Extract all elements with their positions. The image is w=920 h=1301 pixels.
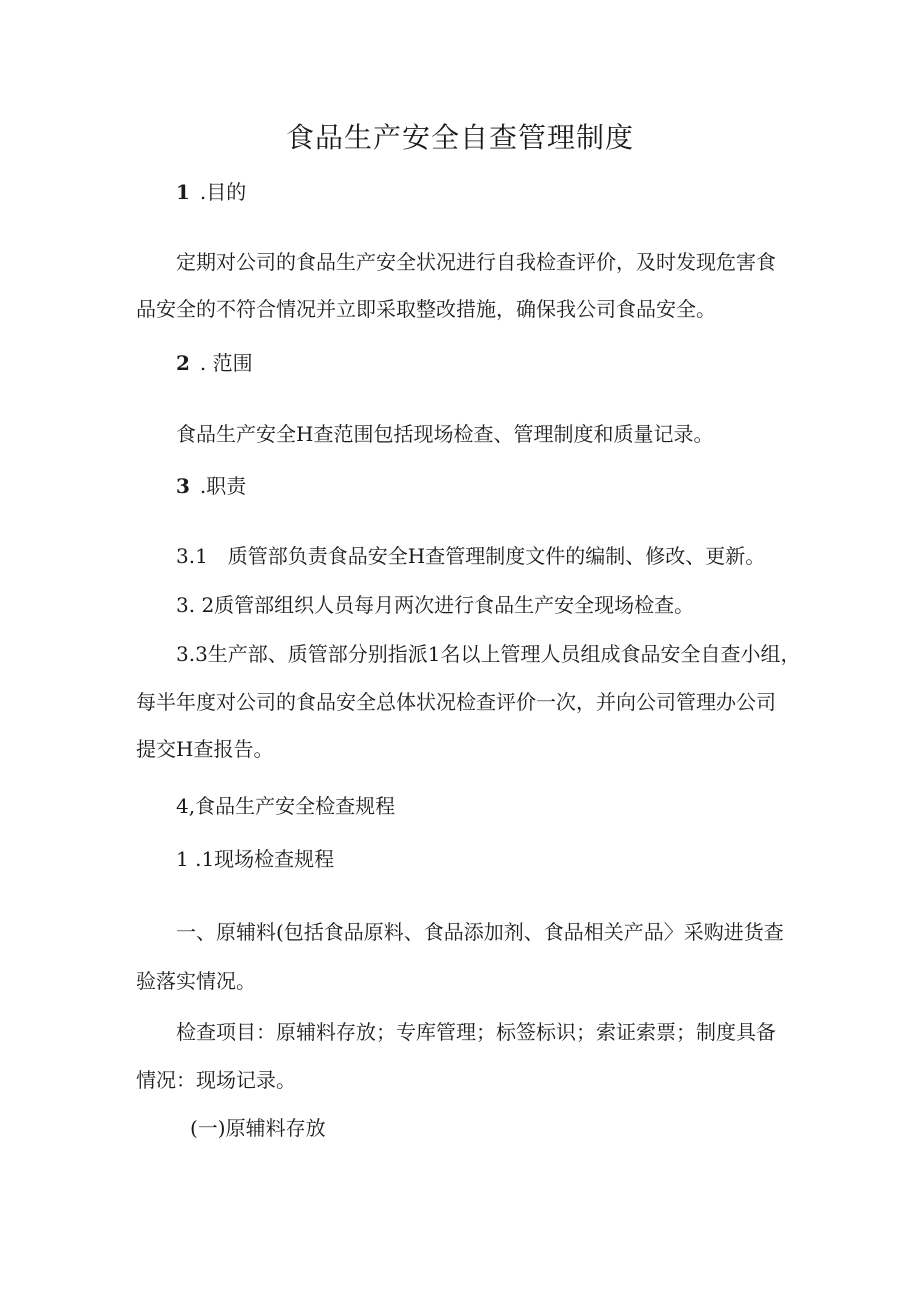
section-1-number: 1 — [176, 180, 190, 204]
subheading-raw-material-storage: (一)原辅料存放 — [190, 1116, 326, 1140]
section-1-paragraph-line-2: 品安全的不符合情况并立即采取整改措施，确保我公司食品安全。 — [136, 297, 716, 321]
section-1-label: .目的 — [199, 180, 247, 204]
section-1-paragraph-line-1: 定期对公司的食品生产安全状况进行自我检查评价，及时发现危害食 — [176, 250, 776, 274]
clause-3-3-line-2: 每半年度对公司的食品安全总体状况检查评价一次，并向公司管理办公司 — [136, 690, 776, 714]
section-4-heading-part-1: 4,食品生产安全检 — [176, 794, 336, 818]
clause-3-3-line-1: 3.3生产部、质管部分别指派1名以上管理人员组成食品安全自查小组， — [176, 642, 801, 666]
section-4-heading — [176, 790, 395, 822]
section-2-paragraph: 食品生产安全H查范围包括现场检查、管理制度和质量记录。 — [176, 422, 714, 446]
clause-3-2: 3. 2质管部组织人员每月两次进行食品生产安全现场检查。 — [176, 593, 695, 617]
section-1-heading — [176, 176, 246, 208]
subsection-4-1-heading: 1 .1现场检查规程 — [176, 847, 335, 871]
section-2-heading — [176, 347, 253, 379]
document-title: 食品生产安全自查管理制度 — [285, 121, 634, 154]
section-2-number: 2 — [176, 351, 190, 375]
section-3-heading — [176, 470, 246, 502]
clause-3-1: 3.1 质管部负责食品安全H查管理制度文件的编制、修改、更新。 — [176, 544, 766, 568]
section-3-number: 3 — [176, 474, 190, 498]
item-1-line-1: 一、原辅料(包括食品原料、食品添加剂、食品相关产品〉采购进货查 — [176, 920, 784, 944]
clause-3-3-line-3: 提交H查报告。 — [136, 737, 274, 761]
section-3-label: .职责 — [199, 474, 247, 498]
inspection-items-line-2: 情况：现场记录。 — [136, 1068, 296, 1092]
item-1-line-2: 验落实情况。 — [136, 969, 256, 993]
section-2-label: . 范围 — [199, 351, 253, 375]
inspection-items-line-1: 检查项目：原辅料存放；专库管理；标签标识；索证索票；制度具备 — [176, 1020, 776, 1044]
section-4-heading-part-2: 查规程 — [335, 794, 396, 818]
